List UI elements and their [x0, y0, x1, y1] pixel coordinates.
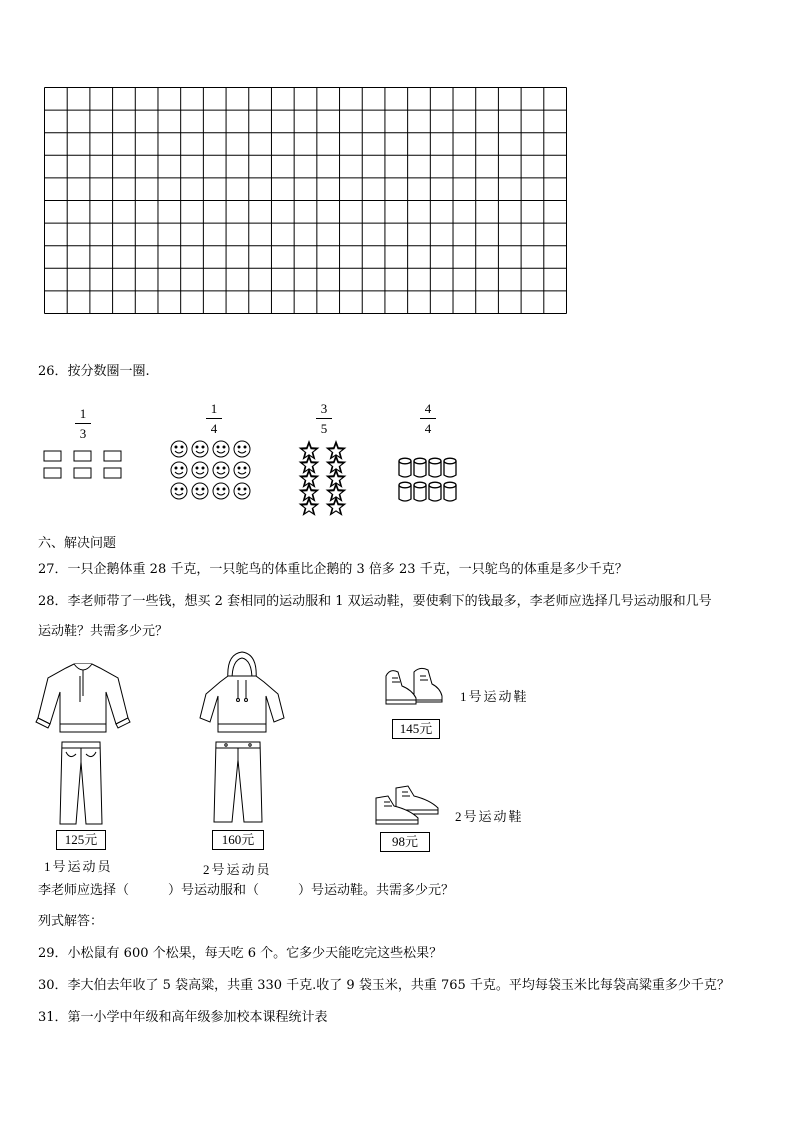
question-28-answer-line: 李老师应选择（ ）号运动服和（ ）号运动鞋。共需多少元？: [38, 883, 455, 898]
smiley-icon: [171, 441, 187, 457]
fraction-1-3: 1 3: [72, 407, 94, 441]
question-28-line1: 28．李老师带了一些钱，想买 2 套相同的运动服和 1 双运动鞋，要使剩下的钱最多，李老师应选择几号运动服和几号: [38, 594, 712, 609]
cylinder-icon: [414, 458, 426, 477]
question-29: 29．小松鼠有 600 个松果，每天吃 6 个。它多少天能吃完这些松果？: [38, 946, 443, 961]
cylinder-icon: [444, 482, 456, 501]
outfit-2-price: 160元: [212, 830, 264, 850]
cylinder-icon: [399, 458, 411, 477]
shoe-1-price: 145元: [392, 719, 440, 739]
sweater-1-icon: [36, 662, 130, 738]
outfit-2-caption: 2号运动员: [203, 862, 272, 877]
pants-2-icon: [212, 740, 264, 824]
rectangle-group: [44, 450, 124, 482]
shoe-2-icon: [374, 782, 440, 828]
fraction-4-4: 4 4: [417, 402, 439, 436]
smiley-icon: [192, 462, 208, 478]
question-31: 31．第一小学中年级和高年级参加校本课程统计表: [38, 1010, 328, 1025]
rectangle-icon: [74, 468, 91, 478]
question-28-line2: 运动鞋？共需多少元？: [38, 624, 169, 639]
star-group: [296, 442, 350, 516]
question-26: 26．按分数圈一圈.: [38, 364, 150, 379]
shoe-2-caption: 2号运动鞋: [455, 809, 524, 824]
shoe-1-icon: [384, 664, 444, 708]
cylinder-icon: [399, 482, 411, 501]
shoe-2-price: 98元: [380, 832, 430, 852]
star-icon: [326, 496, 347, 516]
rectangle-icon: [104, 468, 121, 478]
grid-paper: [44, 87, 567, 314]
smiley-icon: [192, 441, 208, 457]
fraction-3-5: 3 5: [313, 402, 335, 436]
question-30: 30．李大伯去年收了 5 袋高粱，共重 330 千克.收了 9 袋玉米，共重 765 千克。平均每袋玉米比每袋高粱重多少千克？: [38, 978, 730, 993]
outfit-1-caption: 1号运动员: [44, 859, 113, 874]
rectangle-icon: [104, 451, 121, 461]
rectangle-icon: [74, 451, 91, 461]
smiley-icon: [213, 462, 229, 478]
smiley-icon: [171, 483, 187, 499]
smiley-icon: [192, 483, 208, 499]
star-icon: [299, 496, 320, 516]
cylinder-icon: [429, 482, 441, 501]
smiley-group: [170, 440, 254, 502]
smiley-icon: [213, 483, 229, 499]
outfit-1-price: 125元: [56, 830, 106, 850]
rectangle-icon: [44, 468, 61, 478]
smiley-icon: [171, 462, 187, 478]
smiley-icon: [213, 441, 229, 457]
cylinder-icon: [444, 458, 456, 477]
fraction-1-4: 1 4: [203, 402, 225, 436]
pants-1-icon: [58, 740, 104, 826]
smiley-icon: [234, 441, 250, 457]
section-title: 六、解决问题: [38, 536, 117, 551]
smiley-icon: [234, 483, 250, 499]
rectangle-icon: [44, 451, 61, 461]
cylinder-icon: [429, 458, 441, 477]
answer-label: 列式解答：: [38, 914, 104, 929]
hoodie-2-icon: [198, 650, 286, 738]
cylinder-group: [398, 456, 462, 504]
smiley-icon: [234, 462, 250, 478]
shoe-1-caption: 1号运动鞋: [460, 689, 529, 704]
cylinder-icon: [414, 482, 426, 501]
question-27: 27．一只企鹅体重 28 千克，一只鸵鸟的体重比企鹅的 3 倍多 23 千克，一只鸵鸟的体重是多少千克？: [38, 562, 628, 577]
